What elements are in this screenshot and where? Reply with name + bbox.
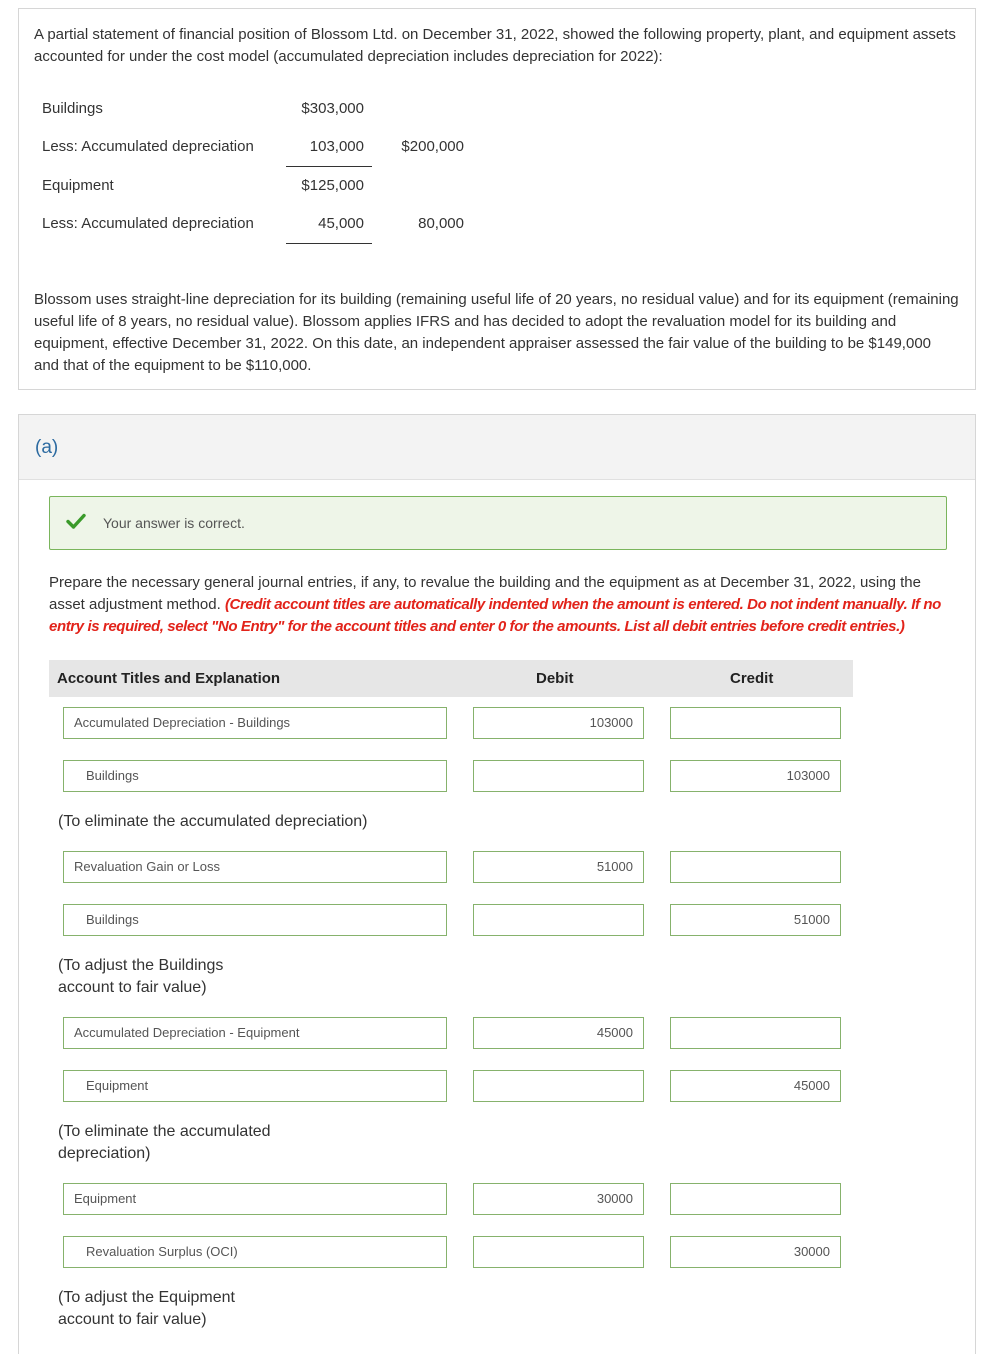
- problem-description: Blossom uses straight-line depreciation for its building (remaining useful life of 20 years, no residual value) and for its equipment (remaining useful life of 8 years, no residual value). Blossom applies IFRS and has decided to adopt the revaluation model for its building and equipment, effective December 31, 2022. On this date, an independent appraiser assessed the fair value of the building to be $149,000 and that of the equipment to be $110,000.: [34, 291, 959, 374]
- debit-input[interactable]: 45000: [473, 1017, 644, 1049]
- balance-total: $200,000: [401, 138, 464, 155]
- header-debit: Debit: [536, 670, 574, 687]
- balance-label: Equipment: [42, 177, 114, 194]
- part-header: [19, 415, 975, 480]
- account-title-input[interactable]: Revaluation Gain or Loss: [63, 851, 447, 883]
- balance-amount: 103,000: [309, 138, 364, 155]
- credit-input[interactable]: [670, 707, 841, 739]
- account-title-input[interactable]: Accumulated Depreciation - Equipment: [63, 1017, 447, 1049]
- entry-memo: (To adjust the Buildings account to fair value): [58, 957, 224, 996]
- credit-input[interactable]: [670, 1183, 841, 1215]
- account-title-input[interactable]: Equipment: [63, 1183, 447, 1215]
- credit-input[interactable]: 45000: [670, 1070, 841, 1102]
- part-label: (a): [35, 437, 59, 458]
- balance-total: 80,000: [418, 215, 464, 232]
- credit-input[interactable]: [670, 851, 841, 883]
- debit-input[interactable]: 51000: [473, 851, 644, 883]
- debit-input[interactable]: [473, 1236, 644, 1268]
- credit-input[interactable]: 51000: [670, 904, 841, 936]
- correct-answer-banner: [49, 496, 947, 550]
- account-title-input[interactable]: Revaluation Surplus (OCI): [63, 1236, 447, 1268]
- account-title-input[interactable]: Buildings: [63, 760, 447, 792]
- credit-input[interactable]: 103000: [670, 760, 841, 792]
- balance-amount: 45,000: [318, 215, 364, 232]
- balance-label: Less: Accumulated depreciation: [42, 215, 254, 232]
- credit-input[interactable]: [670, 1017, 841, 1049]
- entry-memo: (To adjust the Equipment account to fair value): [58, 1289, 235, 1328]
- balance-amount: $125,000: [301, 177, 364, 194]
- instructions: [49, 572, 949, 638]
- credit-input[interactable]: 30000: [670, 1236, 841, 1268]
- problem-intro: A partial statement of financial position of Blossom Ltd. on December 31, 2022, showed the following property, plant, and equipment assets accounted for under the cost model (accumulated depreciation includes depreciation for 2022):: [34, 26, 956, 65]
- account-title-input[interactable]: Buildings: [63, 904, 447, 936]
- debit-input[interactable]: 103000: [473, 707, 644, 739]
- header-account: Account Titles and Explanation: [57, 670, 281, 687]
- part-a-section: [18, 414, 976, 1354]
- instructions-note: (Credit account titles are automatically indented when the amount is entered. Do not indent manually. If no entry is required, select "No Entry" for the account titles and enter 0 for the amounts. List all debit entries before credit entries.): [49, 596, 941, 635]
- banner-text: Your answer is correct.: [103, 515, 245, 531]
- instructions-text: Prepare the necessary general journal entries, if any, to revalue the building and the equipment as at December 31, 2022, using the asset adjustment method.: [49, 574, 921, 613]
- header-credit: Credit: [730, 670, 774, 687]
- entry-memo: (To eliminate the accumulated depreciation): [58, 1123, 271, 1162]
- account-title-input[interactable]: Equipment: [63, 1070, 447, 1102]
- entry-memo: (To eliminate the accumulated depreciation): [58, 813, 368, 830]
- debit-input[interactable]: [473, 760, 644, 792]
- balance-row: [19, 177, 719, 215]
- balance-label: Buildings: [42, 100, 103, 117]
- debit-input[interactable]: [473, 1070, 644, 1102]
- debit-input[interactable]: [473, 904, 644, 936]
- balance-row: [19, 138, 719, 176]
- journal-table-header: [49, 660, 853, 697]
- balance-row: [19, 100, 719, 138]
- balance-label: Less: Accumulated depreciation: [42, 138, 254, 155]
- balance-row: [19, 215, 719, 253]
- balance-amount: $303,000: [301, 100, 364, 117]
- checkmark-icon: [66, 511, 86, 531]
- debit-input[interactable]: 30000: [473, 1183, 644, 1215]
- underline: [286, 166, 372, 167]
- account-title-input[interactable]: Accumulated Depreciation - Buildings: [63, 707, 447, 739]
- underline: [286, 243, 372, 244]
- problem-card: [18, 8, 976, 390]
